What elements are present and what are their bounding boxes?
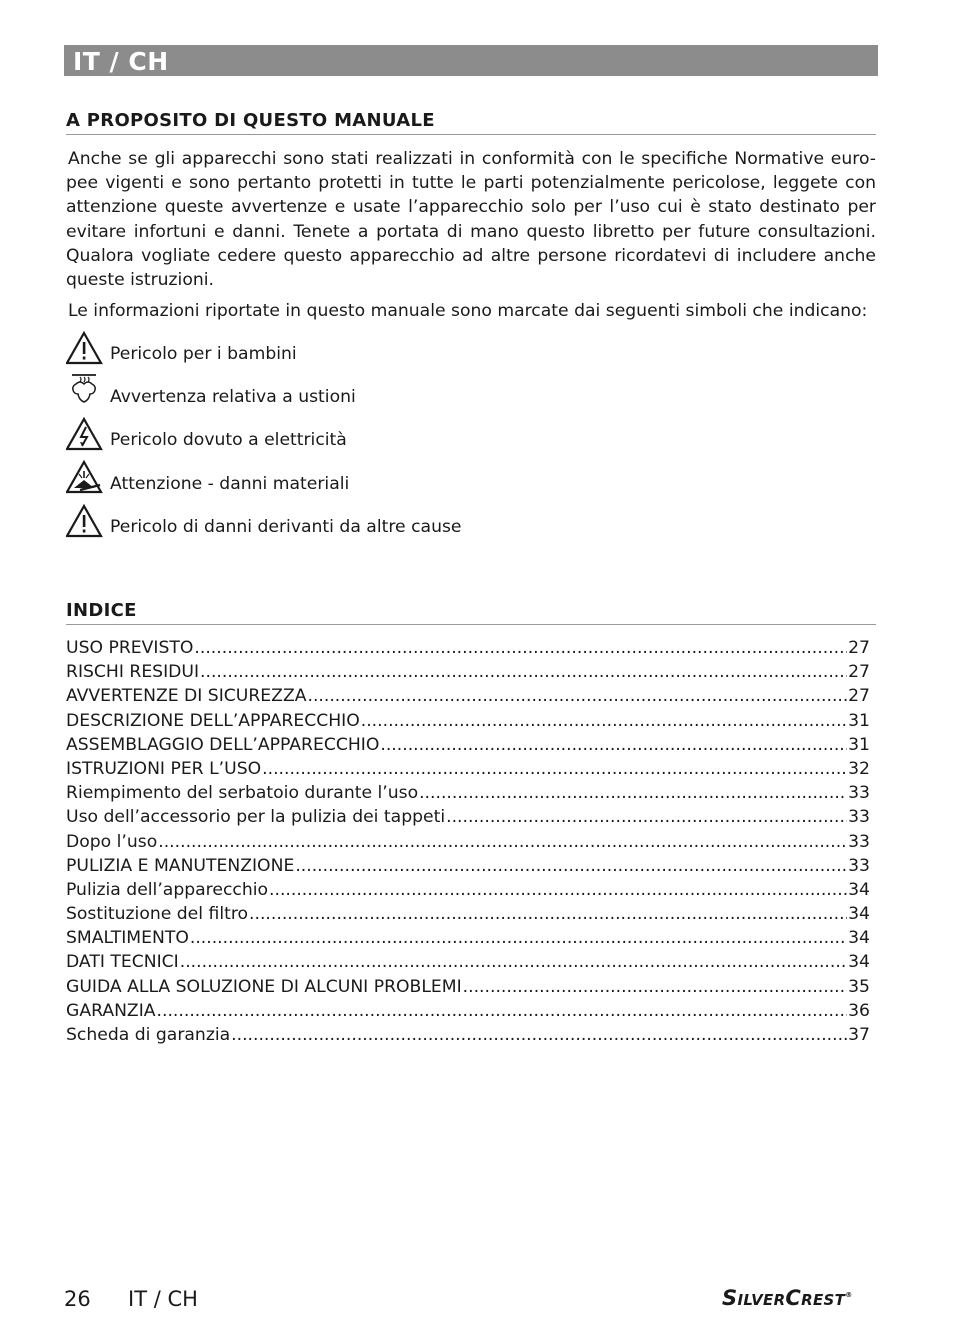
silvercrest-logo [722,1286,853,1310]
toc-leader-dots [269,878,847,902]
toc-entry-page: 27 [848,638,870,658]
toc-entry-title: DATI TECNICI [66,952,179,973]
toc-leader-dots [157,999,848,1023]
toc-leader-dots [380,733,847,757]
symbol-row-children [66,330,666,370]
toc-entry[interactable] [66,684,870,708]
symbol-row-electric [66,416,666,456]
toc-entry-page: 36 [848,1000,870,1021]
toc-entry[interactable] [66,636,870,660]
toc-entry-title: USO PREVISTO [66,638,194,658]
burn-warning-icon [66,372,106,412]
brand-ilver: ILVER [737,1291,786,1309]
symbol-row-other [66,503,666,543]
symbol-row-burn [66,372,666,412]
toc-entry-page: 34 [848,928,870,949]
toc-entry-page: 31 [848,734,870,755]
toc-leader-dots [446,805,847,829]
symbol-label-children: Pericolo per i bambini [110,344,297,364]
symbol-label-burn: Avvertenza relativa a ustioni [110,387,356,407]
toc-leader-dots [463,975,847,999]
material-damage-icon [66,459,106,499]
toc-entry[interactable] [66,709,870,733]
warning-triangle-icon [66,330,106,370]
toc-entry-page: 34 [848,879,870,900]
toc-entry[interactable] [66,781,870,805]
toc-leader-dots [249,902,847,926]
symbol-row-material [66,459,666,499]
about-paragraph-2: Le informazioni riportate in questo manuale sono marcate dai seguenti simboli che indicano: [68,301,868,321]
toc-entry[interactable] [66,1023,870,1047]
toc-entry-page: 33 [848,855,870,876]
electric-hazard-icon [66,416,106,456]
toc-entry[interactable] [66,733,870,757]
footer-language-label: IT / CH [128,1287,198,1311]
toc-leader-dots [307,684,847,708]
toc-entry[interactable] [66,999,870,1023]
toc-entry[interactable] [66,757,870,781]
toc-entry[interactable] [66,660,870,684]
toc-entry-title: Sostituzione del filtro [66,904,249,925]
table-of-contents [66,636,870,1047]
toc-entry-page: 33 [848,831,870,852]
footer-page-number: 26 [64,1287,91,1311]
toc-leader-dots [262,757,847,781]
language-header-label: IT / CH [73,47,169,76]
toc-leader-dots [158,830,847,854]
toc-entry-page: 33 [848,783,870,804]
about-paragraph-1: Anche se gli apparecchi sono stati realizzati in conformità con le specifiche Normative euro-pee vigenti e sono pertanto protetti in tutte le parti potenzialmente pericolose, leggete con attenzione queste avvertenze e usate l’apparecchio solo per l’uso cui è stato destinato per evitare infortuni e danni. Tenete a portata di mano questo libretto per future consultazioni. Qualora vogliate cedere questo apparecchio ad altre persone ricordatevi di includere anche queste istruzioni. [66,149,876,291]
brand-s: S [722,1286,738,1310]
toc-entry-title: Riempimento del serbatoio durante l’uso [66,783,419,804]
toc-leader-dots [231,1023,847,1047]
toc-entry-page: 31 [848,710,870,731]
brand-rest: REST [801,1291,846,1309]
brand-c: C [785,1286,802,1310]
toc-entry[interactable] [66,975,870,999]
toc-entry-title: DESCRIZIONE DELL’APPARECCHIO [66,710,360,731]
toc-entry-title: Pulizia dell’apparecchio [66,879,269,900]
index-heading: INDICE [66,600,876,625]
symbol-label-material: Attenzione - danni materiali [110,474,350,494]
toc-entry[interactable] [66,830,870,854]
symbol-label-electric: Pericolo dovuto a elettricità [110,430,347,450]
toc-entry-title: PULIZIA E MANUTENZIONE [66,855,295,876]
toc-entry-title: SMALTIMENTO [66,928,189,949]
toc-entry-page: 33 [848,807,870,828]
toc-entry-page: 27 [848,686,870,707]
toc-leader-dots [295,854,847,878]
toc-leader-dots [419,781,847,805]
toc-entry[interactable] [66,878,870,902]
toc-leader-dots [190,926,847,950]
toc-entry-title: RISCHI RESIDUI [66,662,200,683]
about-manual-heading: A PROPOSITO DI QUESTO MANUALE [66,110,876,135]
warning-triangle-icon [66,503,106,543]
toc-leader-dots [194,636,847,660]
toc-entry-title: GARANZIA [66,1000,156,1021]
toc-entry[interactable] [66,805,870,829]
toc-entry-title: AVVERTENZE DI SICUREZZA [66,686,307,707]
toc-entry-title: GUIDA ALLA SOLUZIONE DI ALCUNI PROBLEMI [66,976,462,997]
toc-leader-dots [361,709,847,733]
toc-entry-title: Uso dell’accessorio per la pulizia dei tappeti [66,807,446,828]
symbol-label-other: Pericolo di danni derivanti da altre cause [110,517,462,537]
brand-registered-mark: ® [845,1291,853,1299]
toc-entry-title: Scheda di garanzia [66,1025,231,1045]
toc-entry[interactable] [66,926,870,950]
toc-entry-page: 34 [848,904,870,925]
toc-leader-dots [180,950,847,974]
toc-entry-page: 27 [848,662,870,683]
toc-leader-dots [200,660,847,684]
toc-entry-title: ASSEMBLAGGIO DELL’APPARECCHIO [66,734,380,755]
toc-entry[interactable] [66,950,870,974]
toc-entry-title: Dopo l’uso [66,831,158,852]
toc-entry-page: 34 [848,952,870,973]
toc-entry-page: 37 [848,1025,870,1045]
toc-entry-title: ISTRUZIONI PER L’USO [66,758,262,779]
toc-entry[interactable] [66,902,870,926]
toc-entry-page: 35 [848,976,870,997]
toc-entry-page: 32 [848,758,870,779]
language-header-bar [64,45,878,76]
toc-entry[interactable] [66,854,870,878]
